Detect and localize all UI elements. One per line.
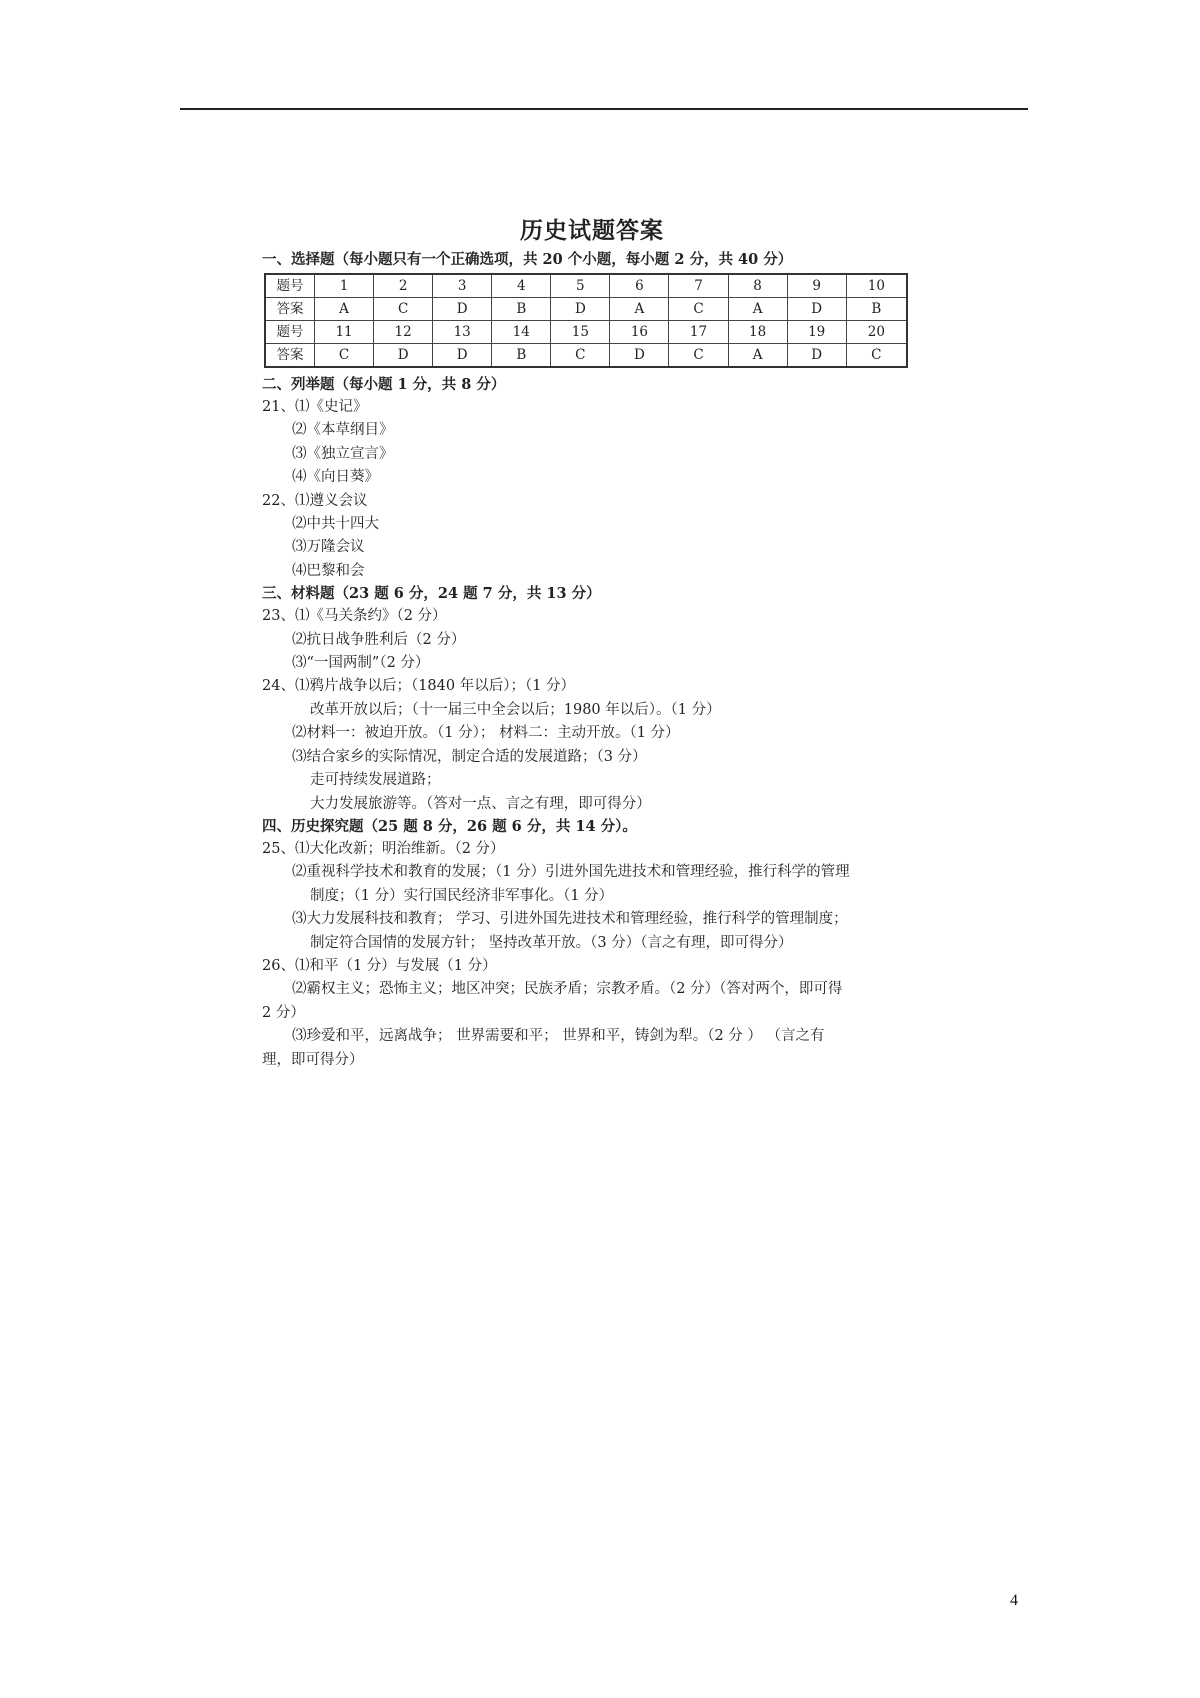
answer-cell: B [492, 298, 551, 321]
answer-line: ⑶大力发展科技和教育； 学习、引进外国先进技术和管理经验，推行科学的管理制度； [292, 911, 848, 928]
answer-cell: A [728, 344, 787, 368]
answer-cell: D [787, 298, 846, 321]
answer-cell: B [846, 298, 907, 321]
answer-line: 制度；（1 分）实行国民经济非军事化。（1 分） [310, 887, 614, 904]
question-number-cell: 16 [610, 321, 669, 344]
answer-cell: A [315, 298, 374, 321]
answer-cell: C [669, 344, 728, 368]
answer-line: ⑵霸权主义；恐怖主义；地区冲突；民族矛盾；宗教矛盾。（2 分）（答对两个，即可得 [292, 981, 843, 998]
answer-cell: B [492, 344, 551, 368]
question-number-cell: 12 [374, 321, 433, 344]
question-number-cell: 14 [492, 321, 551, 344]
answer-line: ⑶《独立宣言》 [292, 445, 394, 462]
answer-row [265, 344, 907, 368]
question-number-cell: 9 [787, 274, 846, 298]
answer-line: ⑵《本草纲目》 [292, 422, 394, 439]
answer-line: ⑵重视科学技术和教育的发展；（1 分）引进外国先进技术和管理经验，推行科学的管理 [292, 864, 850, 881]
answer-line: 21、⑴《史记》 [262, 399, 368, 415]
header-rule [180, 108, 1028, 110]
answer-cell: D [787, 344, 846, 368]
question-number-row [265, 321, 907, 344]
answer-line: ⑵中共十四大 [292, 516, 379, 533]
answer-line: ⑶珍爱和平，远离战争； 世界需要和平； 世界和平，铸剑为犁。（2 分 ） （言之有 [292, 1028, 825, 1045]
question-number-row [265, 274, 907, 298]
question-number-cell: 6 [610, 274, 669, 298]
question-number-cell: 1 [315, 274, 374, 298]
section4-lines [262, 838, 922, 1072]
answer-cell: D [433, 298, 492, 321]
answer-line: ⑷巴黎和会 [292, 562, 365, 579]
answer-line: ⑶万隆会议 [292, 539, 365, 556]
page-title: 历史试题答案 [520, 217, 664, 244]
answer-line: ⑵材料一：被迫开放。（1 分）； 材料二：主动开放。（1 分） [292, 725, 680, 742]
answer-cell: D [610, 344, 669, 368]
page-number: 4 [1010, 1592, 1018, 1609]
section2-heading: 二、列举题（每小题 1 分，共 8 分） [262, 376, 506, 393]
answer-line: 26、⑴和平（1 分）与发展（1 分） [262, 957, 497, 974]
answer-row [265, 298, 907, 321]
question-number-cell: 2 [374, 274, 433, 298]
answer-line: 22、⑴遵义会议 [262, 492, 368, 509]
answer-line: 制定符合国情的发展方针； 坚持改革开放。（3 分）（言之有理，即可得分） [310, 934, 793, 951]
answer-line: 23、⑴《马关条约》（2 分） [262, 608, 447, 625]
question-number-cell: 17 [669, 321, 728, 344]
section1-heading: 一、选择题（每小题只有一个正确选项，共 20 个小题，每小题 2 分，共 40 分） [262, 251, 793, 268]
row-label: 题号 [265, 274, 315, 298]
question-number-cell: 20 [846, 321, 907, 344]
answer-cell: C [374, 298, 433, 321]
answer-line: ⑶结合家乡的实际情况，制定合适的发展道路；（3 分） [292, 748, 647, 765]
answer-cell: C [315, 344, 374, 368]
question-number-cell: 15 [551, 321, 610, 344]
answer-line: 大力发展旅游等。（答对一点、言之有理，即可得分） [310, 795, 651, 812]
section3-heading: 三、材料题（23 题 6 分，24 题 7 分，共 13 分） [262, 585, 601, 603]
answer-line: 走可持续发展道路； [310, 772, 441, 789]
answer-line: ⑶“一国两制”（2 分） [292, 655, 430, 672]
row-label: 答案 [265, 298, 315, 321]
answer-line: ⑵抗日战争胜利后（2 分） [292, 631, 466, 648]
answer-line: 2 分） [262, 1004, 305, 1021]
answer-cell: D [433, 344, 492, 368]
row-label: 题号 [265, 321, 315, 344]
answer-cell: C [551, 344, 610, 368]
question-number-cell: 8 [728, 274, 787, 298]
answer-cell: C [846, 344, 907, 368]
answer-key-scan [262, 212, 922, 1072]
answer-cell: A [610, 298, 669, 321]
question-number-cell: 4 [492, 274, 551, 298]
question-number-cell: 11 [315, 321, 374, 344]
question-number-cell: 13 [433, 321, 492, 344]
section4-heading: 四、历史探究题（25 题 8 分，26 题 6 分，共 14 分）。 [262, 817, 637, 835]
answer-cell: A [728, 298, 787, 321]
answer-cell: C [669, 298, 728, 321]
question-number-cell: 5 [551, 274, 610, 298]
section2-lines [262, 396, 922, 583]
answer-cell: D [374, 344, 433, 368]
question-number-cell: 3 [433, 274, 492, 298]
answer-line: 24、⑴鸦片战争以后；（1840 年以后）；（1 分） [262, 678, 576, 695]
answer-line: 改革开放以后；（十一届三中全会以后；1980 年以后）。（1 分） [310, 701, 721, 718]
answer-line: 理，即可得分） [262, 1051, 364, 1068]
row-label: 答案 [265, 344, 315, 368]
question-number-cell: 18 [728, 321, 787, 344]
question-number-cell: 7 [669, 274, 728, 298]
answer-line: ⑷《向日葵》 [292, 469, 379, 486]
answer-line: 25、⑴大化改新；明治维新。（2 分） [262, 840, 505, 857]
question-number-cell: 10 [846, 274, 907, 298]
question-number-cell: 19 [787, 321, 846, 344]
answer-table [264, 273, 908, 368]
answer-cell: D [551, 298, 610, 321]
section3-lines [262, 605, 922, 816]
